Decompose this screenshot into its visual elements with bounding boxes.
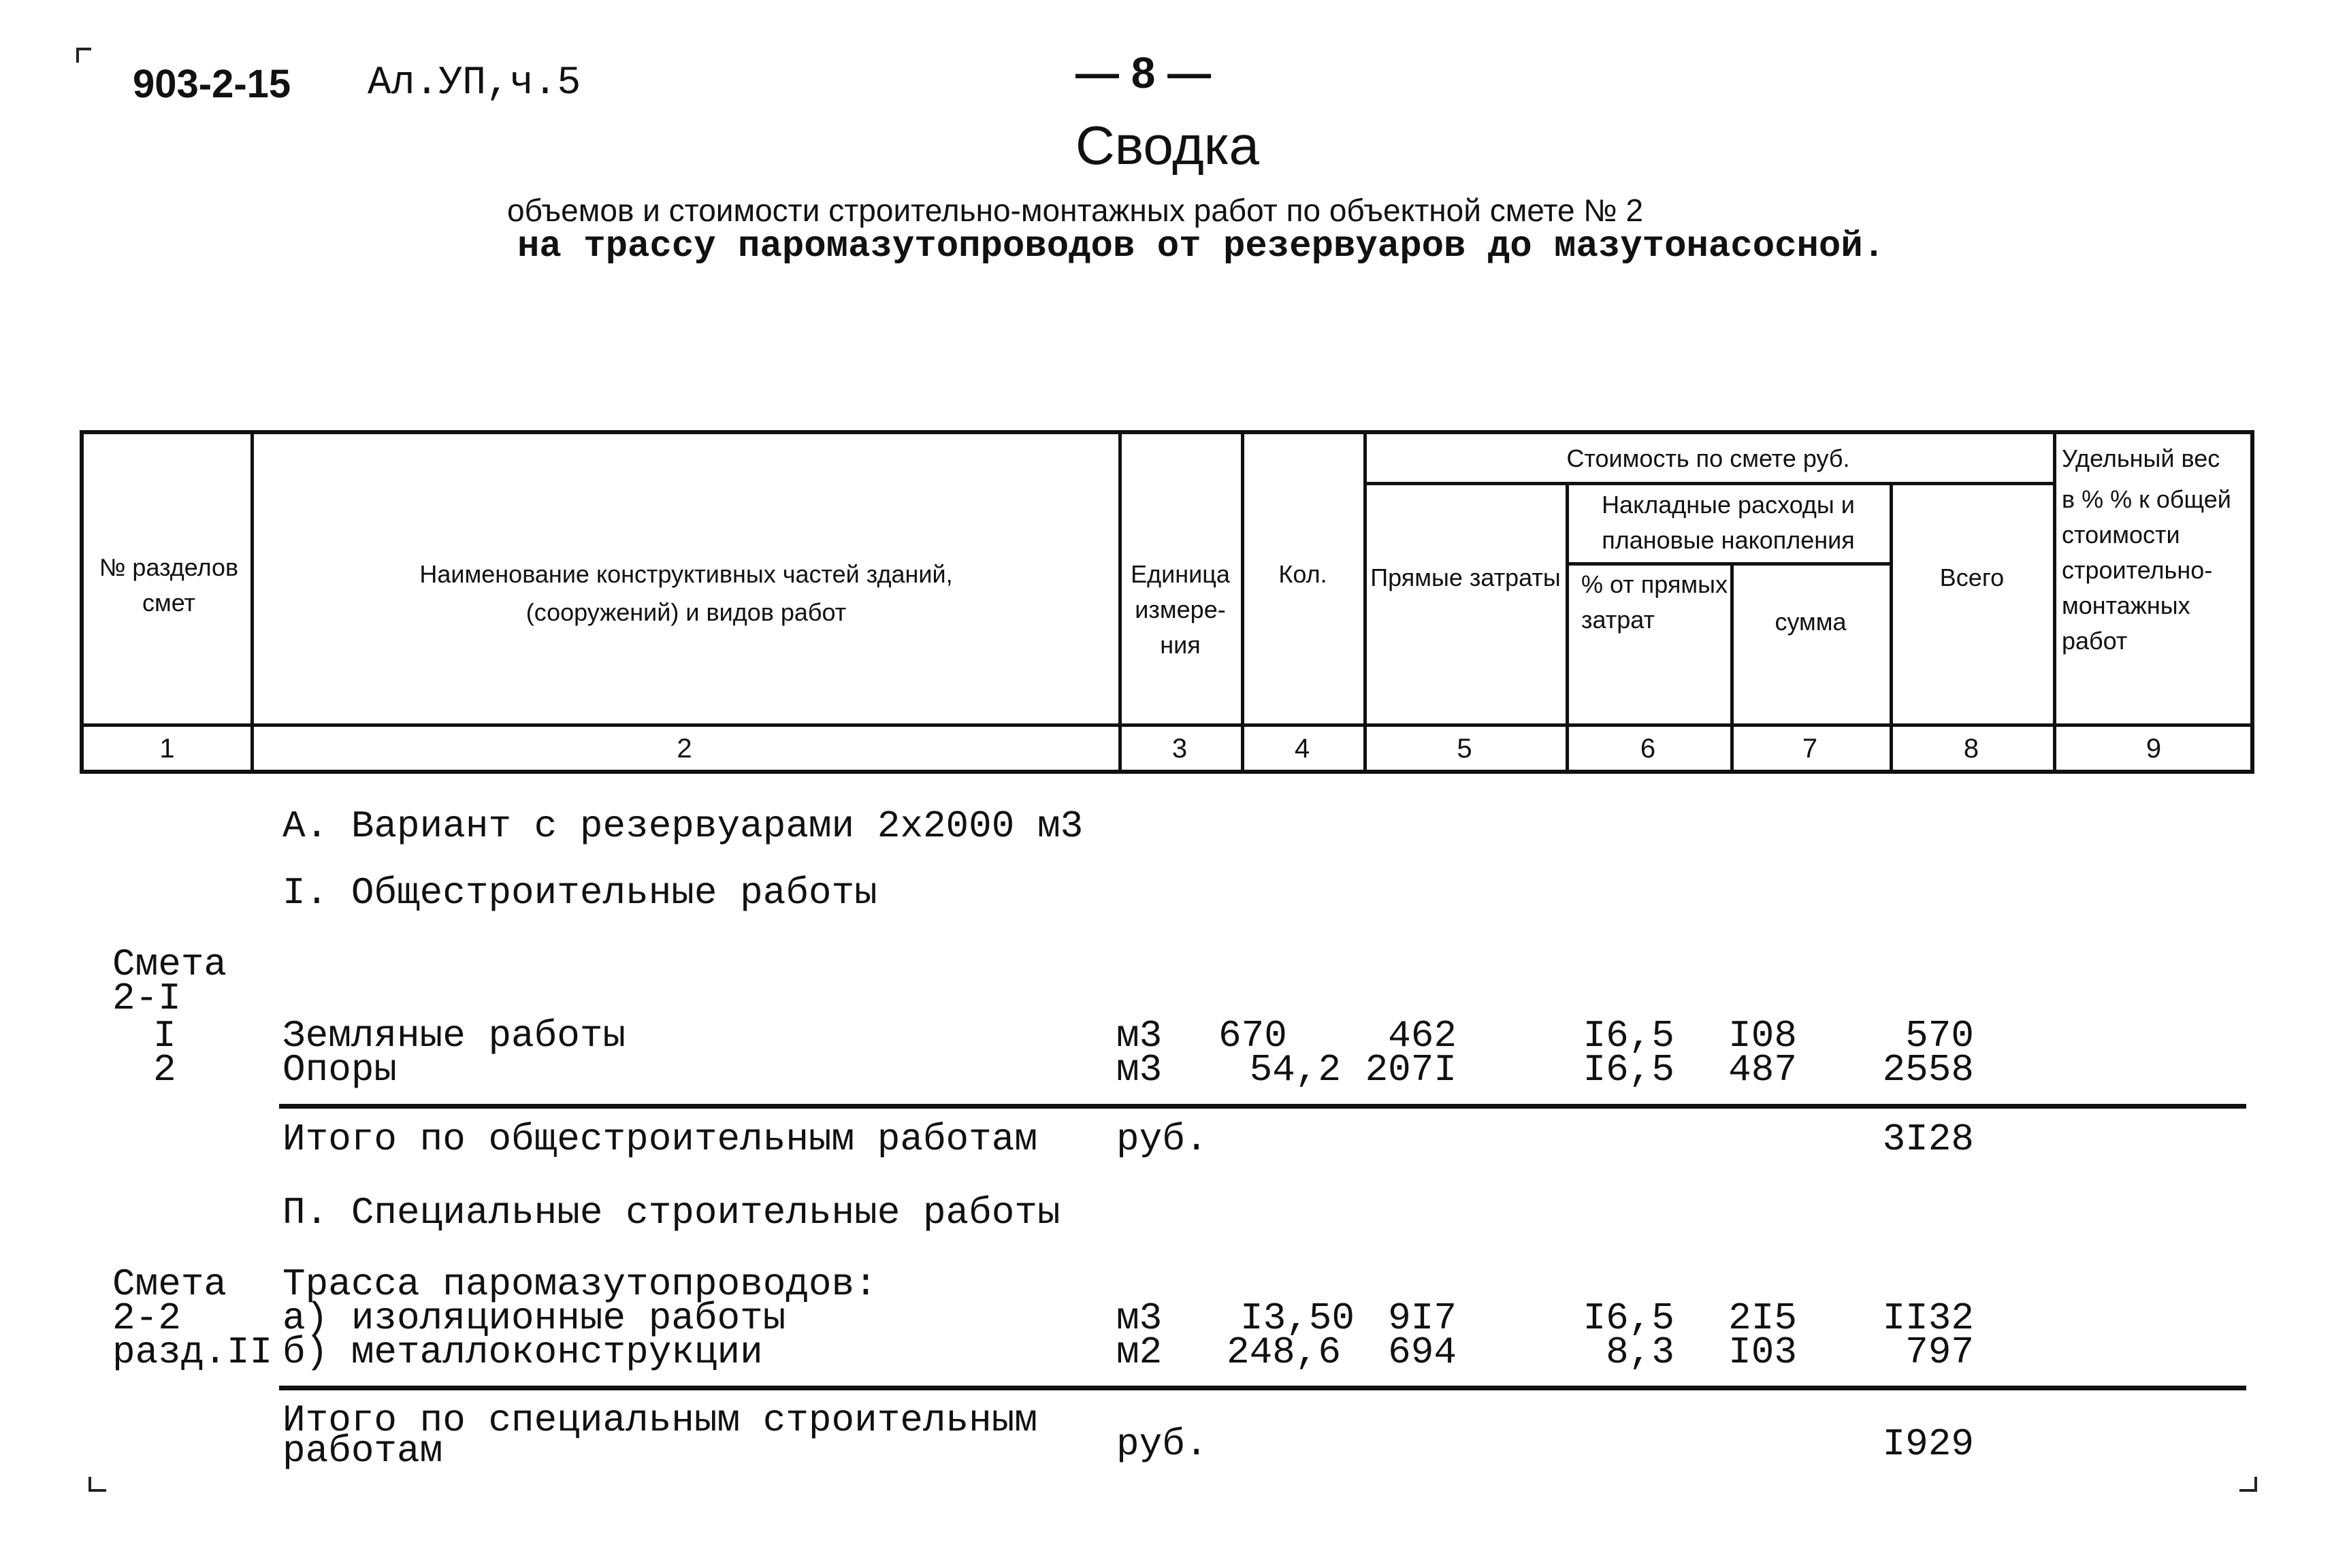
row-name: б) металлоконструкции (282, 1330, 763, 1374)
col-weight-header-rest: в % % к общей стоимости строительно- монтажных работ (2062, 485, 2231, 655)
smeta-2-number: 2-2 (112, 1296, 181, 1340)
row-unit: м3 (1116, 1048, 1163, 1092)
row-unit: м3 (1116, 1014, 1163, 1058)
row-total: II32 (1882, 1296, 1974, 1340)
subtotal-2-label-cont: работам (282, 1429, 443, 1473)
row-overhead-sum: 2I5 (1728, 1296, 1797, 1340)
variant-heading: А. Вариант с резервуарами 2х2000 м3 (282, 804, 1084, 848)
col-number-7: 7 (1802, 734, 1818, 764)
row-direct-costs: 462 (1388, 1014, 1457, 1058)
col-number-4: 4 (1294, 734, 1310, 764)
subtotal-1-label: Итого по общестроительным работам (282, 1117, 1037, 1161)
col-quantity-header: Кол. (1278, 560, 1327, 588)
subtotal-1-value: 3I28 (1882, 1117, 1974, 1161)
subtotal-2-value: I929 (1882, 1422, 1974, 1466)
col-name-header-line-1: Наименование конструктивных частей зданий, (419, 560, 953, 588)
row-overhead-sum: I03 (1728, 1330, 1797, 1374)
cost-group-header: Стоимость по смете руб. (1566, 444, 1850, 472)
row-name: Опоры (282, 1048, 398, 1092)
col-overhead-sum-header: сумма (1775, 608, 1847, 636)
row-quantity: 54,2 (1249, 1048, 1341, 1092)
corner-mark-top-left (76, 48, 91, 63)
subtotal-rule (279, 1386, 2246, 1390)
col-number-8: 8 (1963, 734, 1979, 764)
row-quantity: I3,50 (1240, 1296, 1355, 1340)
col-weight-header-line-1: Удельный вес (2062, 444, 2220, 472)
page-title: Сводка (1075, 115, 1260, 176)
row-name: Земляные работы (282, 1014, 626, 1058)
overhead-group-header: Накладные расходы и плановые накопления (1602, 491, 1855, 554)
smeta-1-label: Смета (112, 943, 227, 986)
col-number-5: 5 (1457, 734, 1472, 764)
row-overhead-sum: I08 (1728, 1014, 1797, 1058)
summary-table-header (80, 430, 2254, 774)
album-reference: Ал.УП,ч.5 (368, 61, 581, 105)
corner-mark-bottom-left (88, 1477, 106, 1492)
row-direct-costs: 9I7 (1388, 1296, 1457, 1340)
row-total: 570 (1905, 1014, 1974, 1058)
row-overhead-percent: I6,5 (1583, 1048, 1674, 1092)
row-total: 2558 (1882, 1048, 1974, 1092)
subtotal-2-label: Итого по специальным строительным (282, 1399, 1037, 1442)
col-direct-costs-header: Прямые затраты (1370, 564, 1561, 591)
row-unit: м3 (1116, 1296, 1163, 1340)
row-direct-costs: 207I (1365, 1048, 1457, 1092)
row-unit: м2 (1116, 1330, 1163, 1374)
smeta-2-part: разд.II (112, 1330, 273, 1374)
col-section-number-header: № разделов смет (99, 553, 239, 617)
col-number-2: 2 (677, 734, 692, 764)
col-number-9: 9 (2145, 734, 2162, 764)
row-total: 797 (1905, 1330, 1974, 1374)
subtitle-line-1: объемов и стоимости строительно-монтажных работ по объектной смете № 2 (507, 193, 1644, 228)
section-2-heading: П. Специальные строительные работы (282, 1191, 1060, 1235)
row-name: а) изоляционные работы (282, 1296, 786, 1340)
subtotal-rule (279, 1104, 2246, 1109)
col-name-header-line-2: (сооружений) и видов работ (525, 598, 847, 626)
row-overhead-sum: 487 (1728, 1048, 1797, 1092)
col-total-header: Всего (1939, 564, 2005, 591)
page-number: — 8 — (1075, 48, 1212, 97)
group-2-title: Трасса паромазутопроводов: (282, 1262, 877, 1306)
subtitle-line-2: на трассу паромазутопроводов от резервуаров до мазутонасосной. (517, 226, 1885, 267)
col-number-3: 3 (1171, 734, 1188, 764)
section-1-heading: I. Общестроительные работы (282, 871, 877, 915)
smeta-2-label: Смета (112, 1262, 227, 1306)
row-quantity: 248,6 (1226, 1330, 1341, 1374)
subtotal-1-unit: руб. (1116, 1117, 1208, 1161)
row-number: I (153, 1014, 176, 1058)
row-overhead-percent: I6,5 (1583, 1014, 1674, 1058)
row-direct-costs: 694 (1388, 1330, 1457, 1374)
row-number: 2 (153, 1048, 176, 1092)
smeta-1-number: 2-I (112, 977, 181, 1020)
corner-mark-bottom-right (2239, 1477, 2257, 1492)
document-code: 903-2-15 (133, 62, 291, 106)
subtotal-2-unit: руб. (1116, 1422, 1208, 1466)
row-overhead-percent: 8,3 (1606, 1330, 1674, 1374)
col-unit-header: Единица измере- ния (1131, 560, 1230, 659)
row-overhead-percent: I6,5 (1583, 1296, 1674, 1340)
col-overhead-percent-header: % от прямых затрат (1581, 570, 1728, 634)
col-number-1: 1 (159, 734, 175, 764)
col-number-6: 6 (1640, 734, 1656, 764)
row-quantity: 670 (1218, 1014, 1287, 1058)
